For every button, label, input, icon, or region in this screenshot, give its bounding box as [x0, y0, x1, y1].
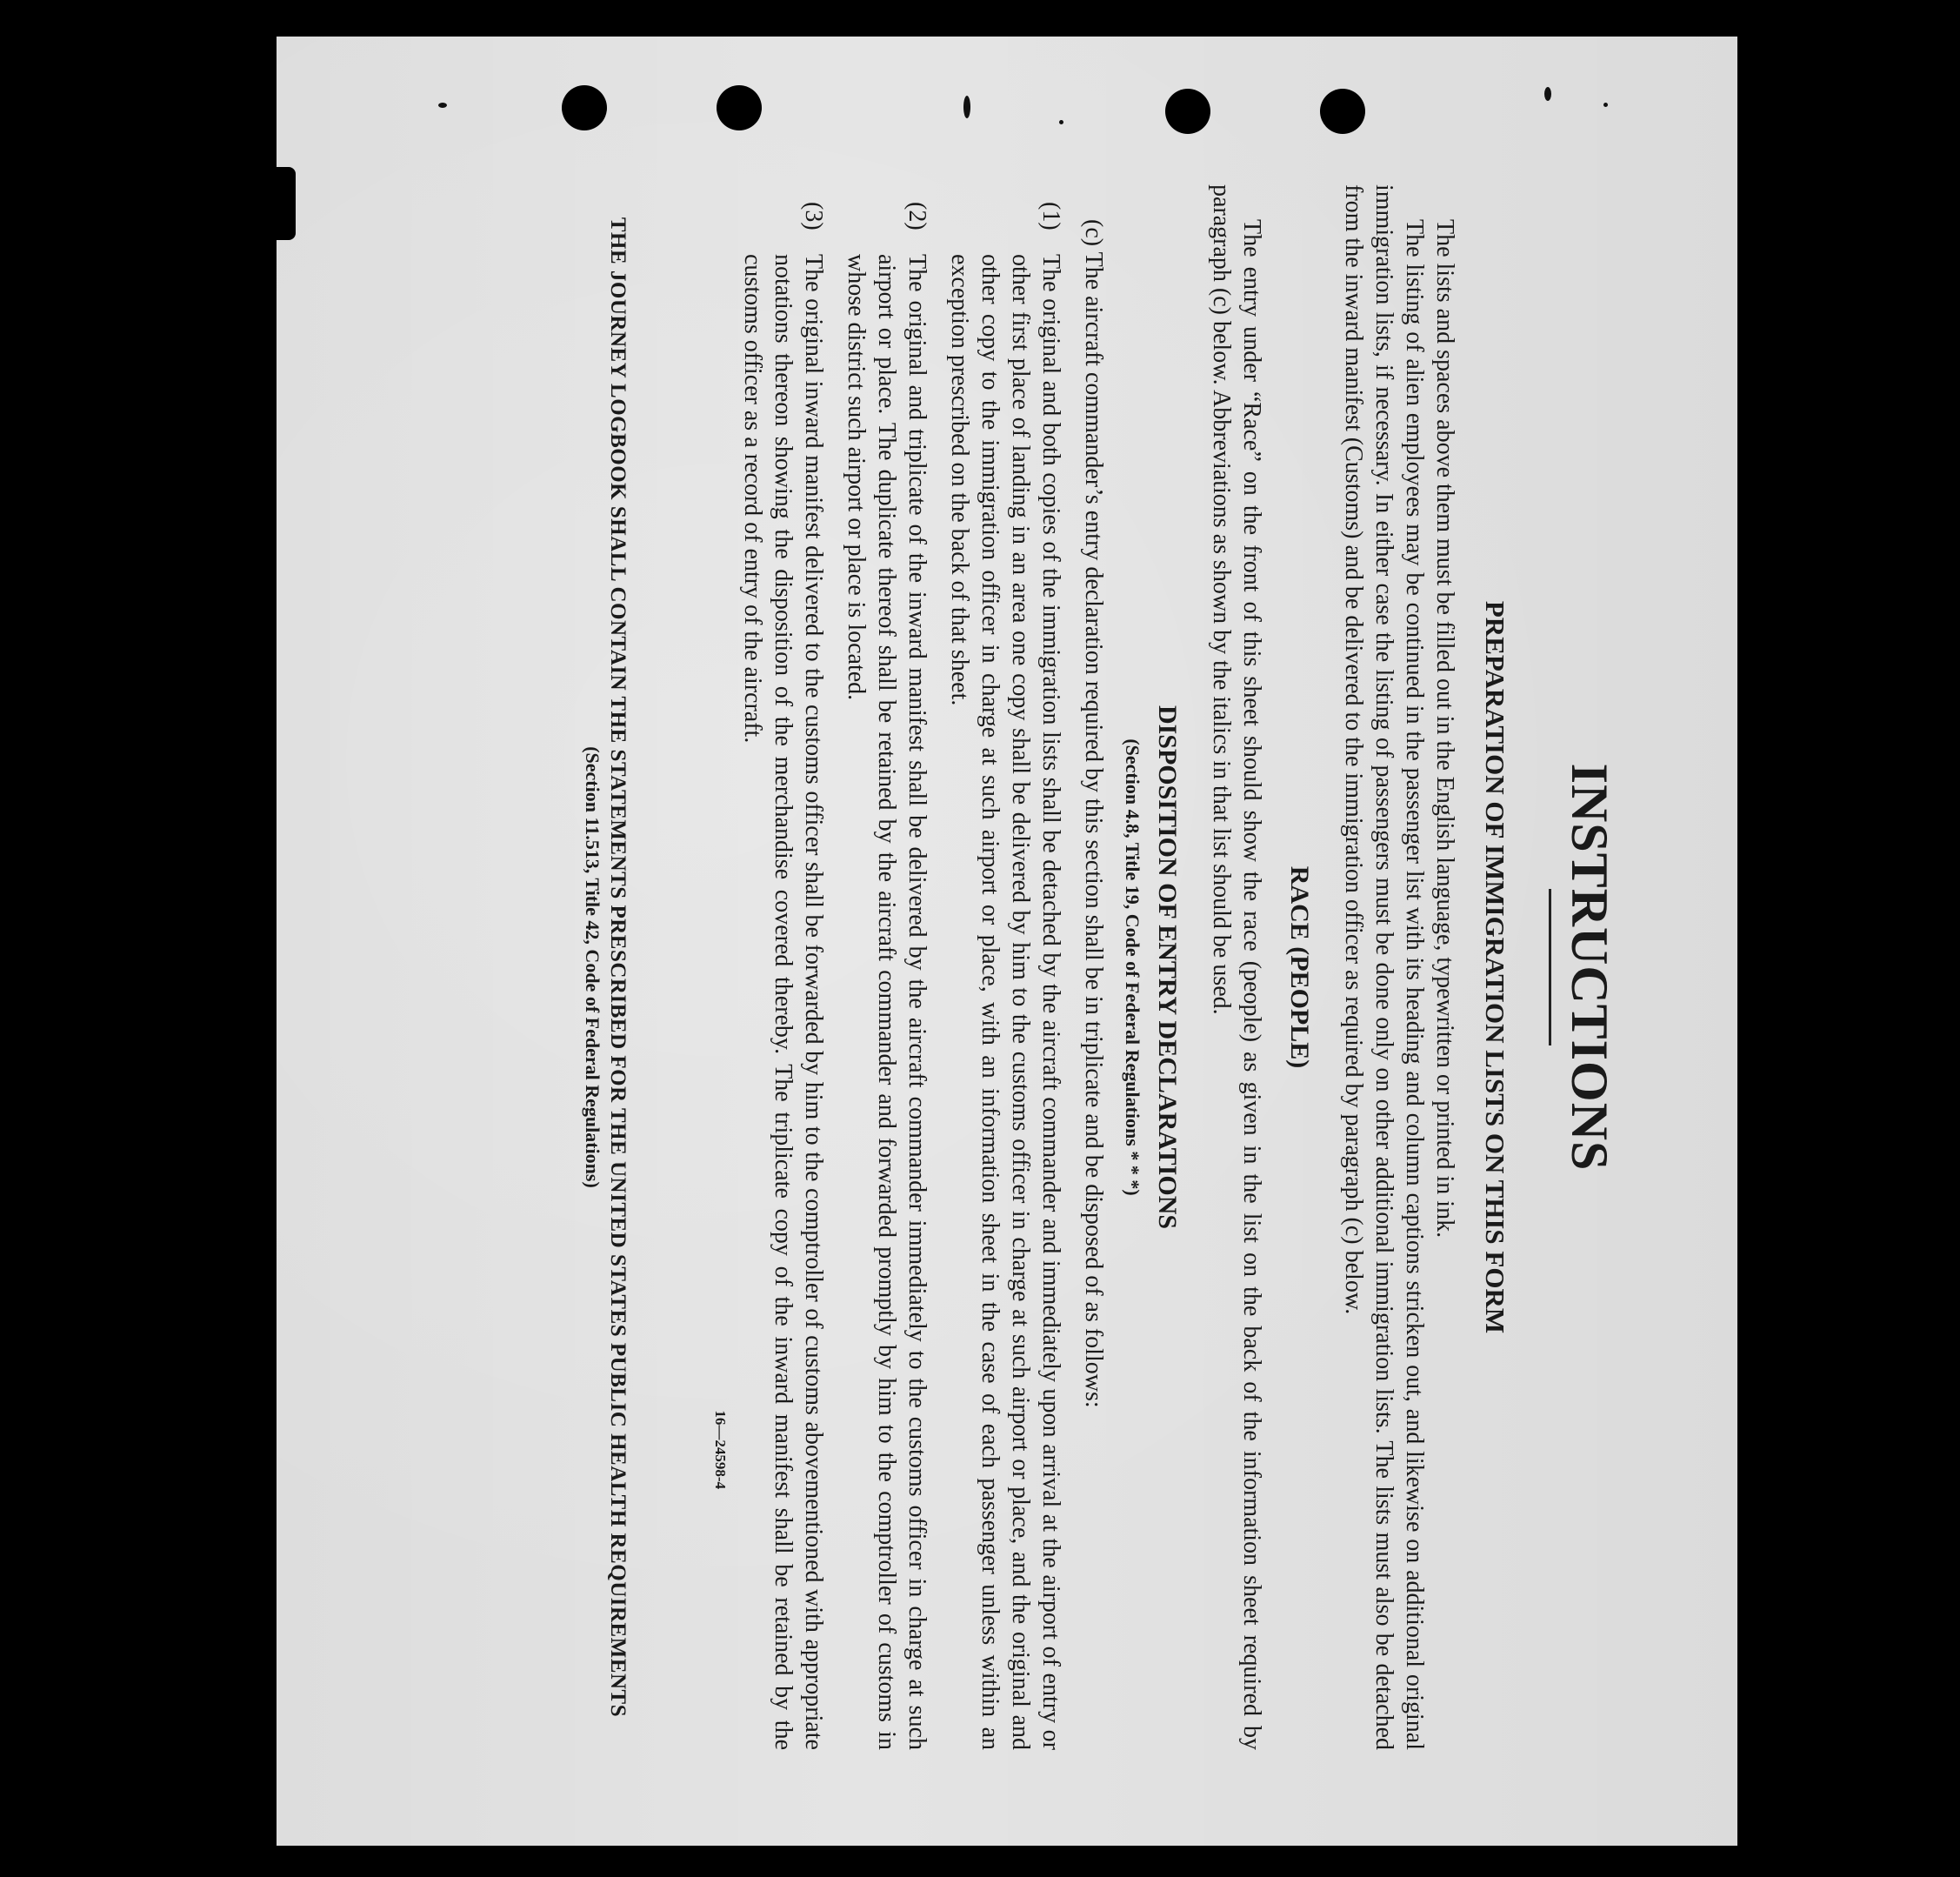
- item-number: (2): [903, 202, 930, 230]
- list-item: [841, 184, 932, 1750]
- form-number-wrap: [677, 184, 737, 1750]
- document-page: [277, 37, 1737, 1846]
- footer-citation: (Section 11.513, Title 42, Code of Federal Regulations): [582, 746, 603, 1188]
- torn-edge: [277, 167, 296, 240]
- list-item: [737, 184, 829, 1750]
- rotated-content: [537, 150, 1616, 1785]
- form-number: 16—24598-4: [712, 1410, 729, 1489]
- punch-hole: [1320, 89, 1365, 134]
- speck: [438, 103, 447, 108]
- speck: [1059, 120, 1063, 124]
- page-title: INSTRUCTIONS: [1561, 763, 1618, 1172]
- item-text: The original and both copies of the immigration lists shall be detached by the aircraft commander and immediately upon arrival at the airport of entry or other first place of landing in an area one copy shall be delivered by him to the customs officer in charge at such airport or place, and the original and other copy to the immigration officer in charge at such airport or place, with an information sheet in the case of each passenger unless within an exception prescribed on the back of that sheet.: [946, 254, 1064, 1750]
- punch-hole: [717, 85, 762, 130]
- item-number: (1): [1037, 202, 1064, 230]
- paragraph: The listing of alien employees may be continued in the passenger list with its heading and column captions stricken out, and likewise on additional original immigration lists, if necessary. In either case the listing of passengers must be done only on other additional immigration lists. The lists must also be detached from the inward manifest (Customs) and be delivered to the immigration officer as required by paragraph (c) below.: [1340, 184, 1428, 1750]
- list-item: [944, 184, 1066, 1750]
- speck: [1603, 103, 1608, 107]
- paragraph: The entry under “Race” on the front of this sheet should show the race (people) as given in the list on the back of the information sheet required by paragraph (c) below. Abbreviations as shown by the italics in that list should be used.: [1208, 184, 1265, 1750]
- section-heading-disposition: DISPOSITION OF ENTRY DECLARATIONS: [1153, 705, 1182, 1230]
- punch-hole: [562, 85, 607, 130]
- speck: [1544, 87, 1551, 101]
- speck: [963, 96, 970, 118]
- punch-hole: [1165, 89, 1210, 134]
- item-number: (3): [800, 202, 827, 230]
- footer-statement: THE JOURNEY LOGBOOK SHALL CONTAIN THE STATEMENTS PRESCRIBED FOR THE UNITED STATES PUBLIC HEALTH REQUIREMENTS: [606, 217, 630, 1718]
- section-heading-preparation: PREPARATION OF IMMIGRATION LISTS ON THIS FORM: [1480, 600, 1510, 1334]
- item-text: The original inward manifest delivered to the customs officer shall be forwarded by him to the comptroller of customs abovementioned with appropriate notations thereon showing the disposition of the merchandise covered thereby. The triplicate copy of the inward manifest shall be retained by the customs officer as a record of entry of the aircraft.: [739, 254, 827, 1750]
- paragraph: The lists and spaces above them must be filled out in the English language, typewritten or printed in ink.: [1431, 219, 1458, 1239]
- section-heading-race: RACE (PEOPLE): [1285, 865, 1314, 1069]
- section-subheading: (Section 4.8, Title 19, Code of Federal Regulations * * *): [1122, 738, 1143, 1196]
- paragraph: (c) The aircraft commander’s entry declaration required by this section shall be in triplicate and be disposed of as follows:: [1080, 219, 1107, 1408]
- item-text: The original and triplicate of the inward manifest shall be delivered by the aircraft commander immediately to the customs officer in charge at such airport or place. The duplicate thereof shall be retained by the aircraft commander and forwarded promptly by him to the comptroller of customs in whose district such airport or place is located.: [843, 254, 930, 1750]
- title-rule: [1549, 889, 1551, 1045]
